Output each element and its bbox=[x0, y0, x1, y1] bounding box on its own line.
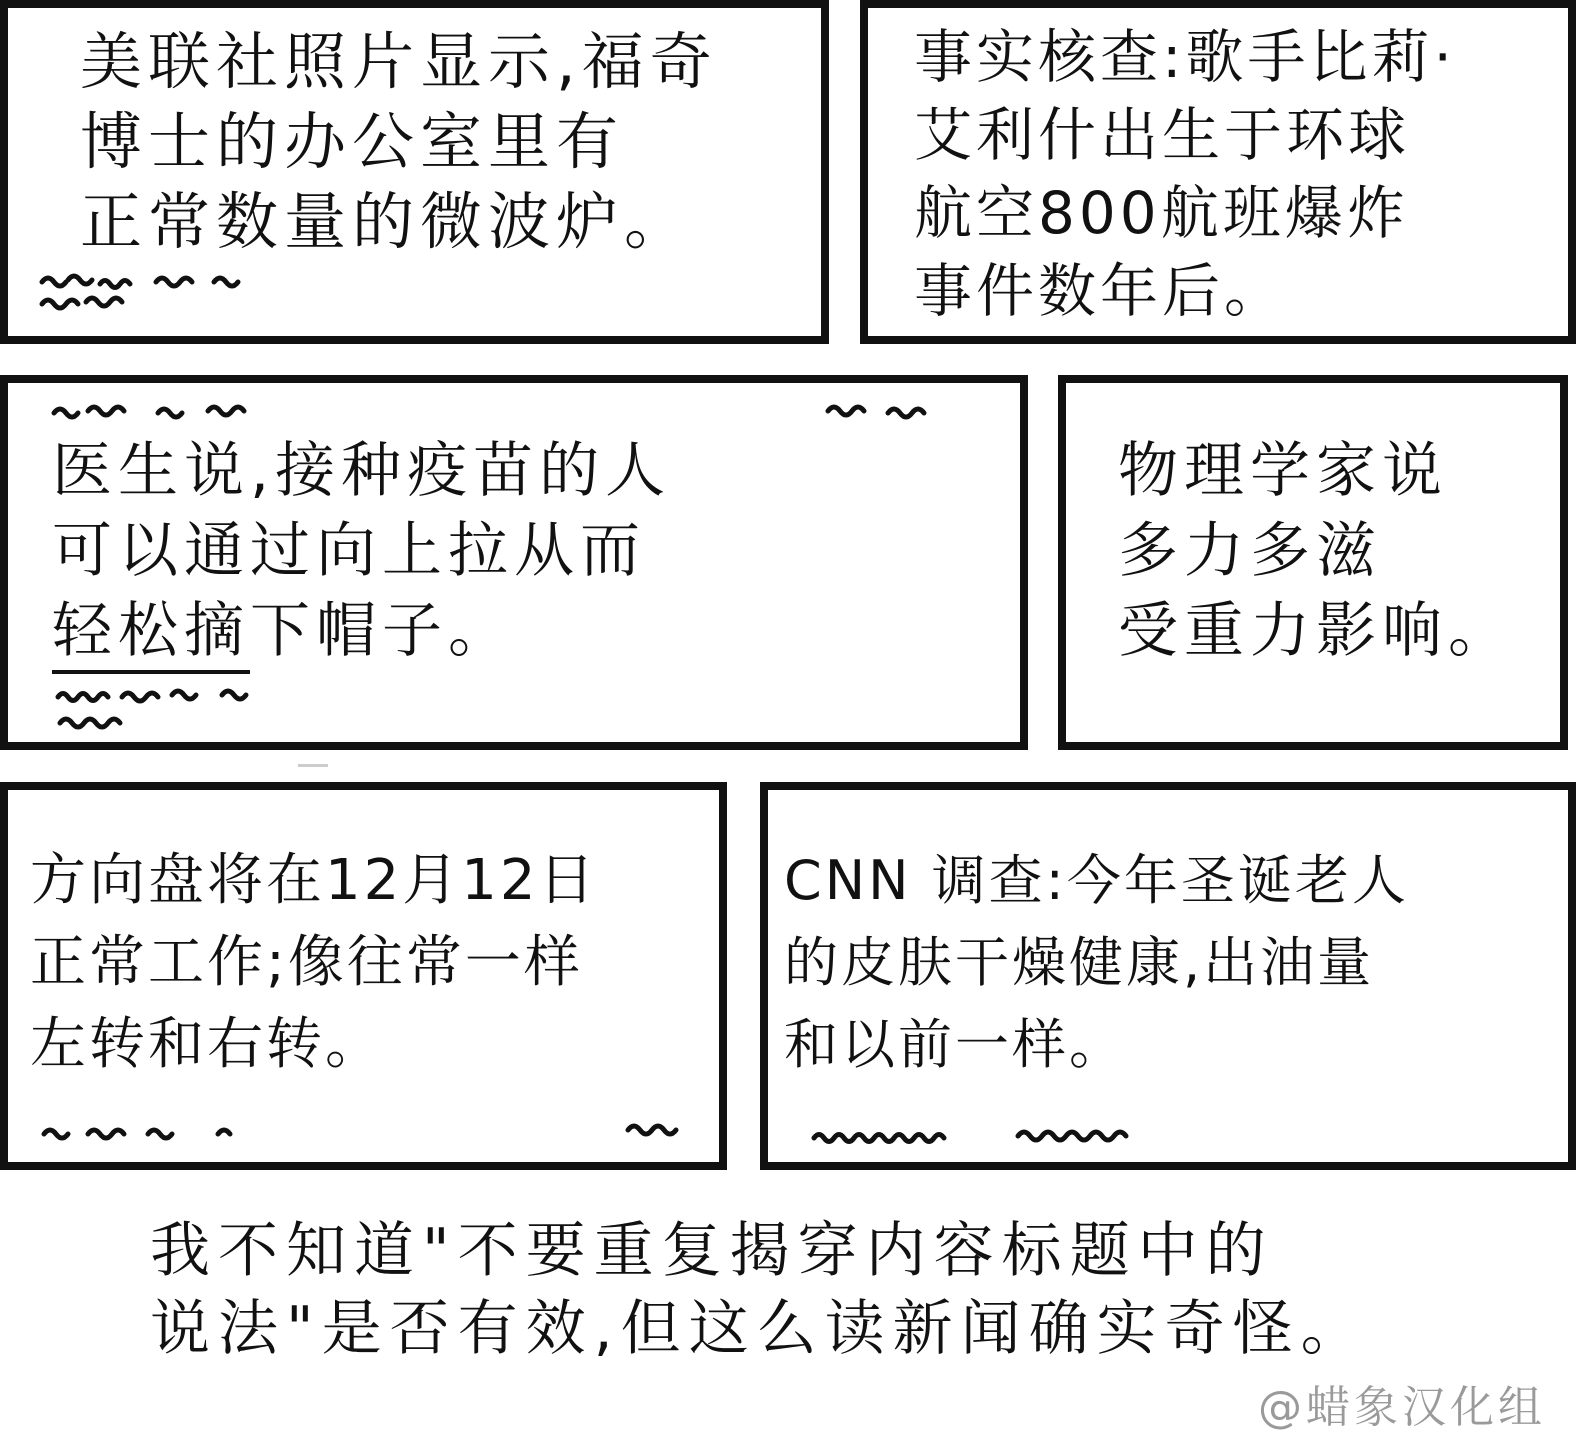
underlined-phrase: 轻松摘 bbox=[52, 596, 250, 674]
translator-watermark: @蜡象汉化组 bbox=[1258, 1382, 1546, 1433]
panel-steering-wheel bbox=[0, 782, 727, 1170]
panel-santa-text: CNN 调查:今年圣诞老人 的皮肤干燥健康,出油量 和以前一样。 bbox=[784, 849, 1409, 1076]
scribble-decoration bbox=[808, 1124, 1168, 1154]
panel-vaccine-hats bbox=[0, 375, 1028, 750]
scribble-decoration bbox=[38, 270, 278, 330]
panel-vaccine-line2: 可以通过向上拉从而 bbox=[52, 516, 646, 586]
panel-vaccine-line1: 医生说,接种疫苗的人 bbox=[52, 436, 672, 506]
panel-vaccine-line3 bbox=[52, 591, 514, 671]
panel-fauci-text: 美联社照片显示,福奇 博士的办公室里有 正常数量的微波炉。 bbox=[80, 25, 718, 258]
panel-billie-eilish bbox=[860, 0, 1576, 344]
scribble-decoration bbox=[52, 683, 292, 743]
panel-physicist-text: 物理学家说 多力多滋 受重力影响。 bbox=[1118, 436, 1514, 666]
panel-fauci-microwaves bbox=[0, 0, 829, 344]
panel-physicist-doritos bbox=[1058, 375, 1568, 750]
scribble-decoration bbox=[48, 399, 968, 429]
panel-billie-text: 事实核查:歌手比莉· 艾利什出生于环球 航空800航班爆炸 事件数年后。 bbox=[914, 23, 1456, 325]
comic-caption: 我不知道"不要重复揭穿内容标题中的 说法"是否有效,但这么读新闻确实奇怪。 bbox=[150, 1216, 1369, 1364]
scribble-decoration bbox=[38, 1120, 718, 1150]
panel-steering-text: 方向盘将在12月12日 正常工作;像往常一样 左转和右转。 bbox=[30, 848, 598, 1077]
stray-pencil-mark bbox=[298, 764, 328, 767]
panel-santa-skin bbox=[760, 782, 1576, 1170]
panel-vaccine-line3-rest: 下帽子。 bbox=[250, 596, 514, 666]
